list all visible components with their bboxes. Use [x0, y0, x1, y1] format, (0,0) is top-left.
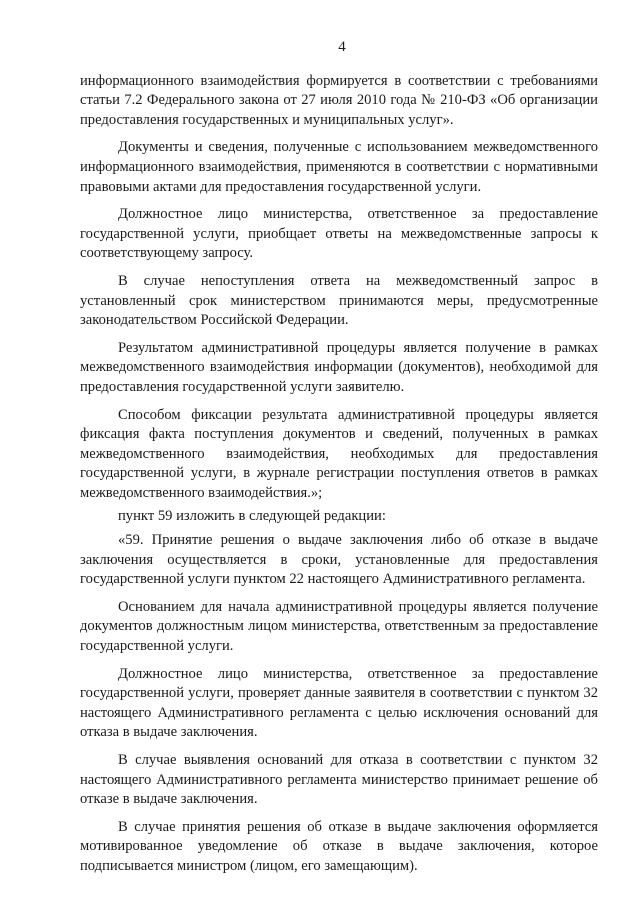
paragraph-3: Должностное лицо министерства, ответственное за предоставление государственной услуги, приобщает ответы на межведомственные запросы к соответствующему запросу. — [80, 206, 598, 262]
paragraph-6: Способом фиксации результата административной процедуры является фиксация факта поступления документов и сведений, полученных в рамках межведомственного взаимодействия, необходимых для предоставления государственной услуги, в журнале регистрации поступления ответов в рамках межведомственного взаимодействия.»; — [80, 406, 598, 501]
paragraph-5: Результатом административной процедуры является получение в рамках межведомственного взаимодействия информации (документов), необходимой для предоставления государственной услуги заявителю. — [80, 339, 598, 395]
paragraph-7: пункт 59 изложить в следующей редакции: — [118, 508, 386, 525]
paragraph-1: информационного взаимодействия формируется в соответствии с требованиями статьи 7.2 Федерального закона от 27 июля 2010 года № 210-ФЗ «Об организации предоставления государственных и муниципальных услуг». — [80, 72, 598, 128]
paragraph-4: В случае непоступления ответа на межведомственный запрос в установленный срок министерством принимаются меры, предусмотренные законодательством Российской Федерации. — [80, 272, 598, 329]
paragraph-2: Документы и сведения, полученные с использованием межведомственного информационного взаимодействия, применяются в соответствии с нормативными правовыми актами для предоставления государственной услуги. — [80, 139, 598, 195]
paragraph-11: В случае выявления оснований для отказа в соответствии с пунктом 32 настоящего Административного регламента министерство принимает решение об отказе в выдаче заключения. — [80, 752, 598, 808]
page-number: 4 — [338, 39, 346, 55]
paragraph-9: Основанием для начала административной процедуры является получение документов должностным лицом министерства, ответственным за предоставление государственной услуги. — [80, 598, 598, 655]
paragraph-12: В случае принятия решения об отказе в выдаче заключения оформляется мотивированное уведомление об отказе в выдаче заключения, которое подписывается министром (лицом, его замещающим). — [80, 818, 598, 874]
paragraph-8: «59. Принятие решения о выдаче заключения либо об отказе в выдаче заключения осуществляется в сроки, установленные для предоставления государственной услуги пунктом 22 настоящего Административного регламента. — [80, 532, 598, 588]
paragraph-10: Должностное лицо министерства, ответственное за предоставление государственной услуги, проверяет данные заявителя в соответствии с пунктом 32 настоящего Административного регламента с целью исключения оснований для отказа в выдаче заключения. — [80, 665, 598, 741]
